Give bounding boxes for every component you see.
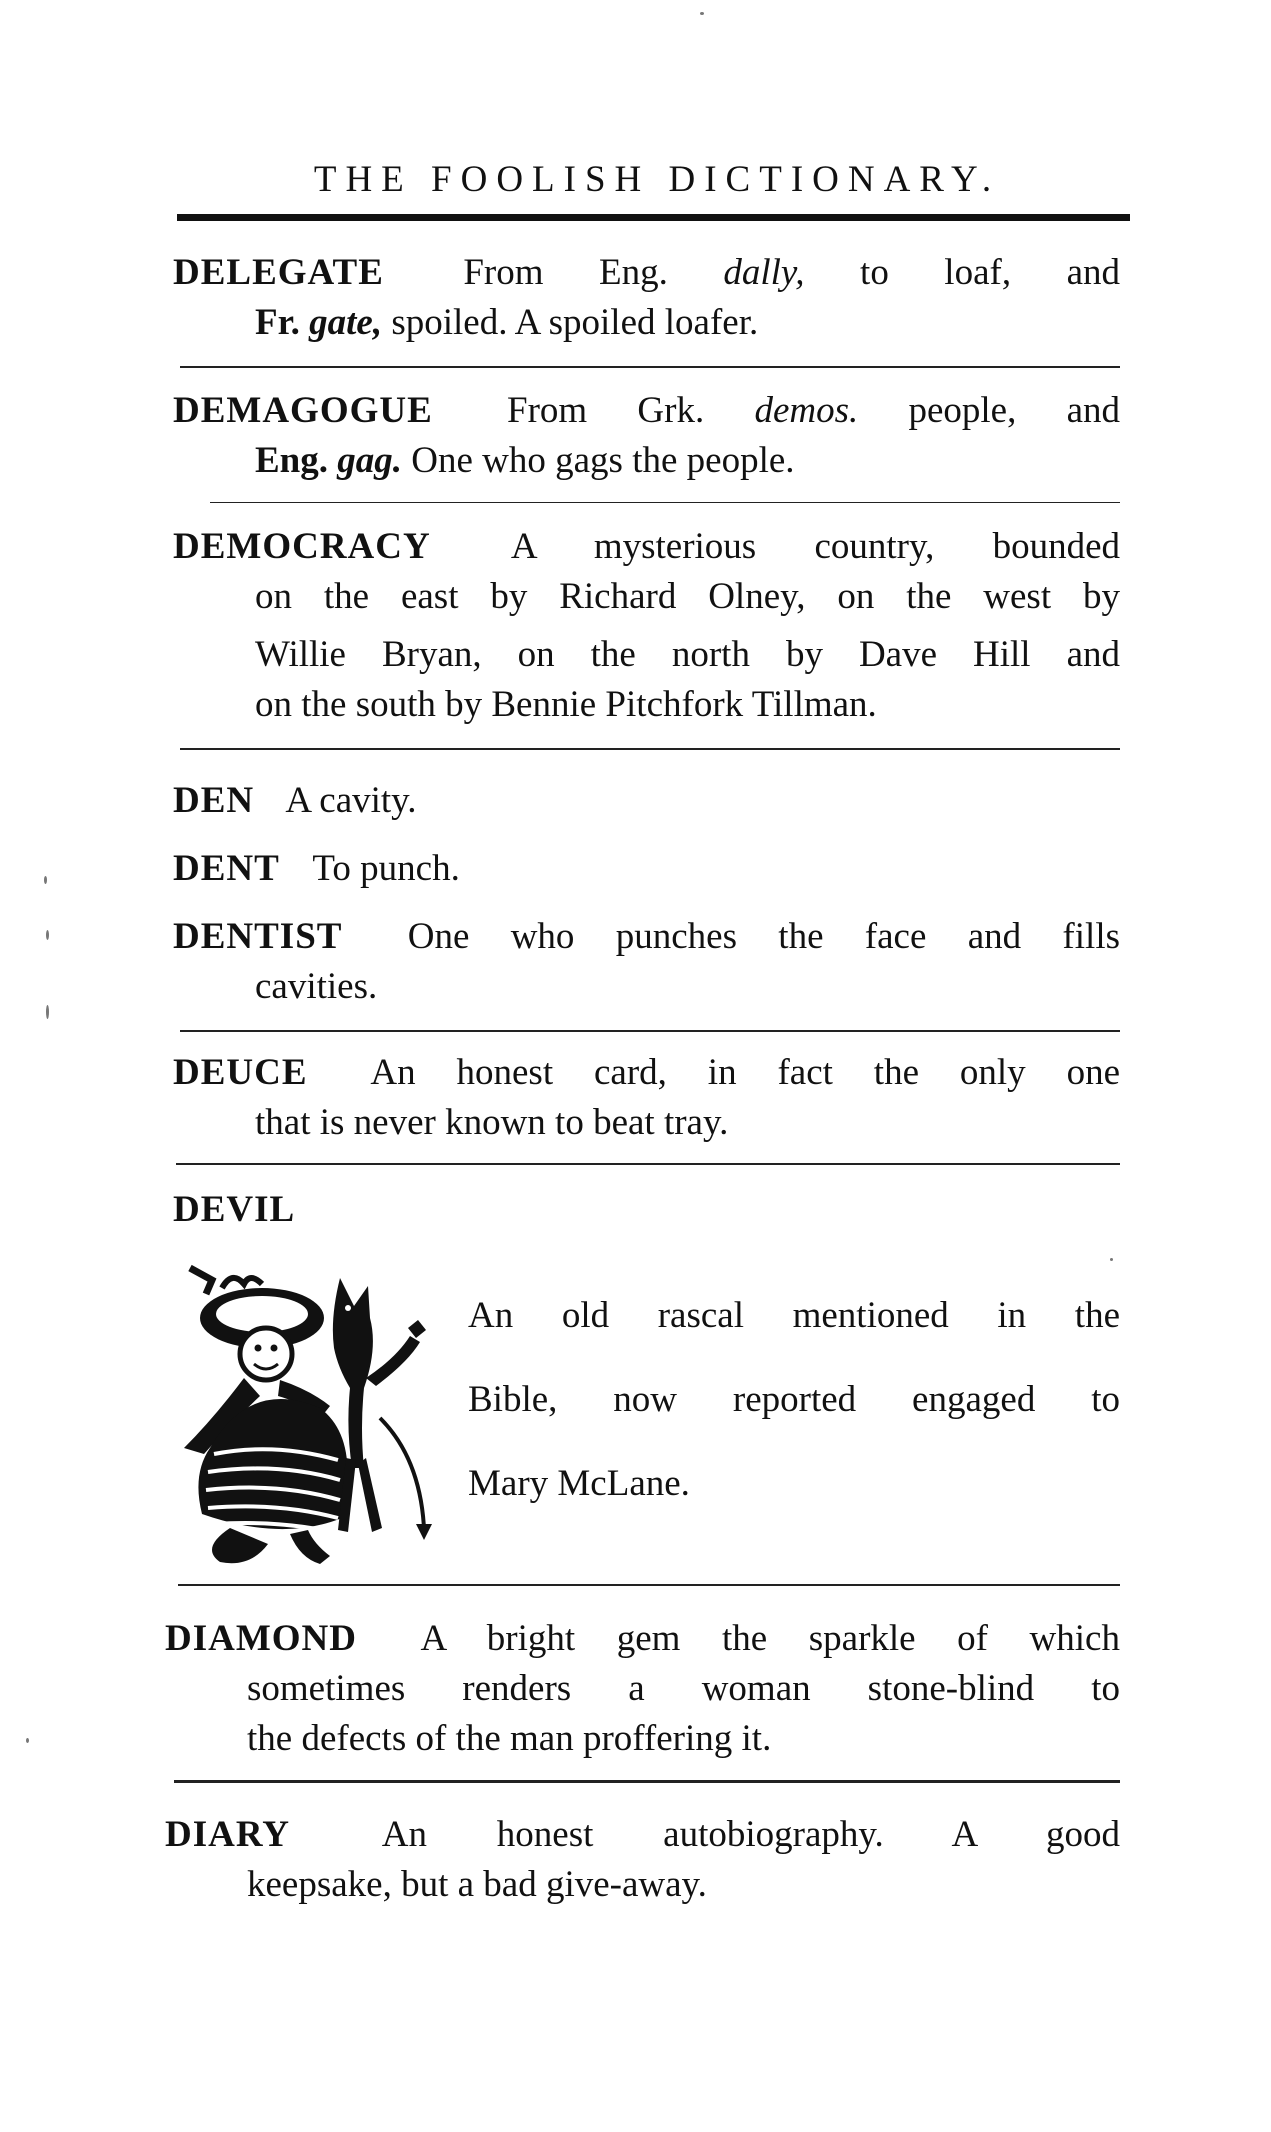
entry-text: cavities. [255,966,378,1007]
entry-deuce-line-1 [173,1048,1120,1098]
entry-diamond-line-2 [165,1664,1120,1714]
entry-devil-line-1 [468,1274,1120,1358]
entry-dentist [173,912,1120,1012]
entry-text: To punch. [312,848,460,889]
divider-rule [180,748,1120,750]
paper-speck [1110,1258,1113,1261]
entry-term: DENT [173,848,280,889]
entry-text: One who gags the people. [411,440,795,481]
entry-text: A bright gem the sparkle of which [420,1618,1120,1659]
paper-speck [46,1005,49,1019]
entry-delegate [173,248,1120,348]
entry-deuce [173,1048,1120,1148]
entry-devil-line-3 [468,1442,1120,1526]
entry-democracy [173,522,1120,730]
entry-democracy-line-1 [173,522,1120,572]
entry-term: DEMAGOGUE [173,390,433,431]
entry-term: DEN [173,780,255,821]
entry-etymon: gate, [309,302,383,343]
paper-speck [44,876,47,884]
entry-dentist-line-1 [173,912,1120,962]
entry-text: Bible, now reported engaged to [468,1379,1120,1420]
divider-rule [178,1584,1120,1586]
entry-text: that is never known to beat tray. [255,1102,729,1143]
entry-demagogue-line-2 [173,436,1120,486]
divider-rule [210,502,1120,503]
entry-delegate-line-2 [173,298,1120,348]
entry-etymon: dally, [723,252,805,293]
entry-language: Eng. [255,440,329,481]
entry-text: An honest card, in fact the only one [370,1052,1120,1093]
entry-etymon: gag. [337,440,403,481]
entry-demagogue-line-1 [173,386,1120,436]
entry-text: From Eng. [463,252,668,293]
entry-dent [173,844,1120,894]
entry-diary-line-1 [165,1810,1120,1860]
entry-democracy-line-4 [173,680,1120,730]
entry-text: on the east by Richard Olney, on the west by [255,576,1120,617]
entry-text: on the south by Bennie Pitchfork Tillman. [255,684,877,725]
entry-text: An honest autobiography. A good [381,1814,1120,1855]
entry-text: people, and [908,390,1120,431]
entry-etymon: demos. [754,390,859,431]
divider-rule [176,1163,1120,1165]
entry-diamond-line-3 [165,1714,1120,1764]
entry-dent-line [173,844,1120,894]
entry-delegate-line-1 [173,248,1120,298]
entry-term: DEUCE [173,1052,308,1093]
entry-text: Willie Bryan, on the north by Dave Hill and [255,634,1120,675]
entry-den [173,776,1120,826]
entry-text: Mary McLane. [468,1463,690,1504]
entry-text: One who punches the face and fills [407,916,1120,957]
entry-term: DIARY [165,1814,290,1855]
entry-term: DIAMOND [165,1618,357,1659]
entry-term: DEVIL [173,1189,296,1230]
entry-language: Fr. [255,302,300,343]
paper-speck [46,930,49,940]
entry-diary-line-2 [165,1860,1120,1910]
entry-dentist-line-2 [173,962,1120,1012]
divider-rule [174,1780,1120,1783]
entry-diamond-line-1 [165,1614,1120,1664]
entry-text: the defects of the man proffering it. [247,1718,772,1759]
entry-term: DEMOCRACY [173,526,431,567]
entry-devil [173,1185,1120,1235]
devil-and-woman-illustration [170,1258,460,1568]
entry-democracy-line-2 [173,572,1120,622]
entry-term: DENTIST [173,916,343,957]
entry-text: keepsake, but a bad give-away. [247,1864,707,1905]
entry-text: A mysterious country, bounded [510,526,1120,567]
entry-text: A cavity. [285,780,417,821]
page-header-title: THE FOOLISH DICTIONARY. [313,159,1001,200]
entry-text: sometimes renders a woman stone-blind to [247,1668,1120,1709]
entry-text: An old rascal mentioned in the [468,1295,1120,1336]
entry-text: to loaf, and [860,252,1120,293]
entry-devil-line [173,1185,1120,1235]
divider-rule [180,1030,1120,1032]
entry-democracy-line-3 [173,630,1120,680]
paper-speck [26,1738,29,1743]
entry-term: DELEGATE [173,252,384,293]
entry-deuce-line-2 [173,1098,1120,1148]
header-rule [177,214,1130,221]
entry-text: From Grk. [507,390,705,431]
divider-rule [180,366,1120,368]
paper-speck [700,12,704,15]
entry-text: spoiled. A spoiled loafer. [391,302,759,343]
entry-demagogue [173,386,1120,486]
entry-den-line [173,776,1120,826]
entry-devil-definition [468,1274,1120,1526]
entry-devil-line-2 [468,1358,1120,1442]
entry-diamond [165,1614,1120,1764]
entry-diary [165,1810,1120,1910]
